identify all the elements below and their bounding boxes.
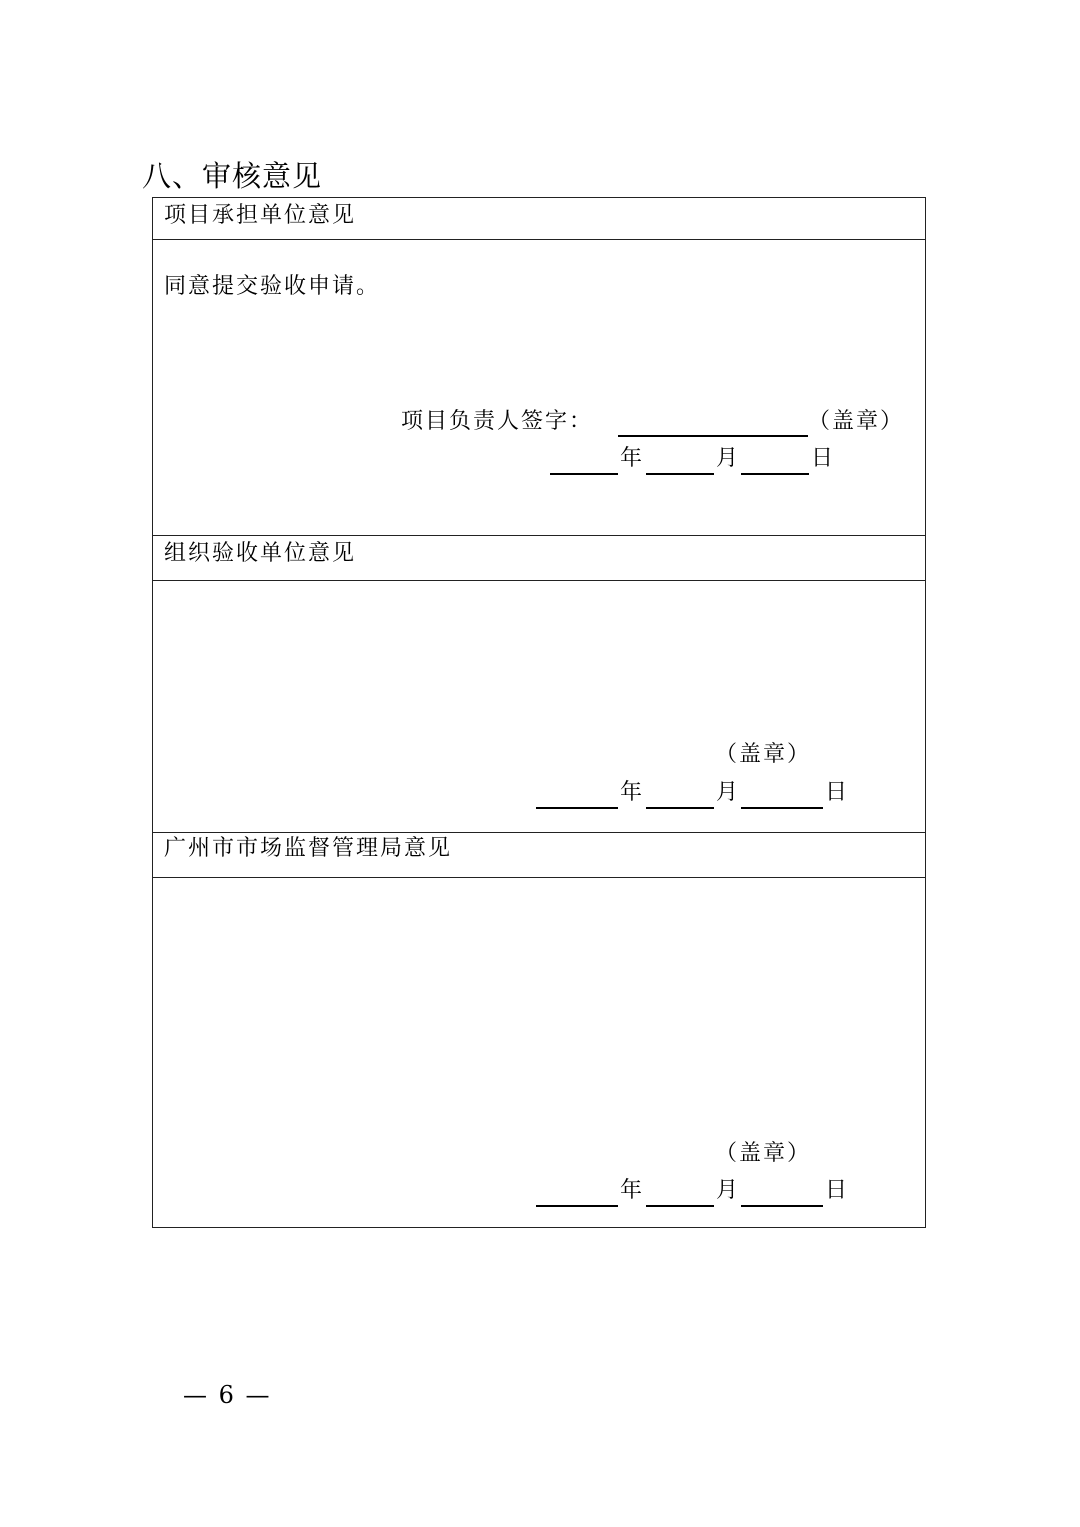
divider <box>153 535 925 536</box>
signature-line[interactable] <box>618 435 808 437</box>
divider <box>153 580 925 581</box>
review-opinion-table <box>152 197 926 1228</box>
divider <box>153 239 925 240</box>
month-label: 月 <box>716 1178 741 1203</box>
section-header-market-bureau: 广州市市场监督管理局意见 <box>164 836 453 861</box>
section-header-acceptance-unit: 组织验收单位意见 <box>164 541 357 566</box>
day-line[interactable] <box>741 1205 823 1207</box>
section-title: 八、审核意见 <box>142 159 323 193</box>
year-label: 年 <box>620 780 645 805</box>
day-label: 日 <box>811 446 836 471</box>
seal-label: （盖章） <box>808 409 905 434</box>
year-line[interactable] <box>536 1205 618 1207</box>
month-line[interactable] <box>646 1205 714 1207</box>
month-label: 月 <box>716 446 741 471</box>
section-header-project-unit: 项目承担单位意见 <box>164 203 357 228</box>
day-line[interactable] <box>741 473 809 475</box>
divider <box>153 877 925 878</box>
day-label: 日 <box>825 1178 850 1203</box>
divider <box>153 832 925 833</box>
month-line[interactable] <box>646 807 714 809</box>
seal-label: （盖章） <box>715 1141 812 1166</box>
page-number: — 6 — <box>183 1381 272 1409</box>
seal-label: （盖章） <box>715 742 812 767</box>
year-label: 年 <box>620 1178 645 1203</box>
month-label: 月 <box>716 780 741 805</box>
day-line[interactable] <box>741 807 823 809</box>
year-line[interactable] <box>550 473 618 475</box>
signature-label: 项目负责人签字： <box>401 409 594 434</box>
day-label: 日 <box>825 780 850 805</box>
opinion-text: 同意提交验收申请。 <box>164 274 381 299</box>
year-line[interactable] <box>536 807 618 809</box>
year-label: 年 <box>620 446 645 471</box>
month-line[interactable] <box>646 473 714 475</box>
